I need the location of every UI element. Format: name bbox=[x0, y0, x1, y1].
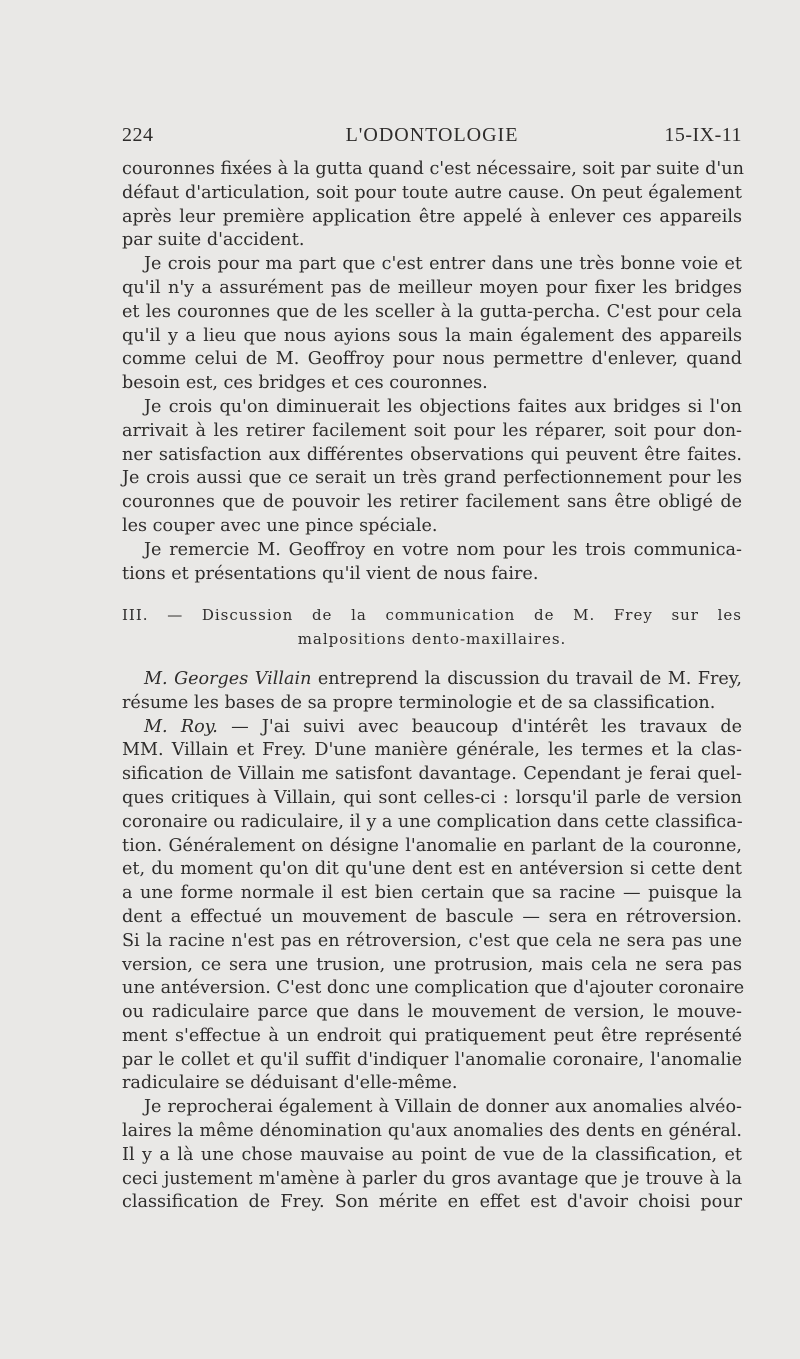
text-line: tions et présentations qu'il vient de nous faire. bbox=[122, 563, 539, 584]
text-line: par le collet et qu'il suffit d'indiquer l'anomalie coronaire, l'anomalie bbox=[122, 1049, 742, 1070]
paragraph bbox=[122, 668, 742, 716]
text-line: et, du moment qu'on dit qu'une dent est en antéversion si cette dent bbox=[122, 859, 742, 880]
text-line: une antéversion. C'est donc une complication que d'ajouter coronaire bbox=[122, 978, 745, 999]
paragraph bbox=[122, 539, 742, 587]
paragraph bbox=[122, 158, 742, 253]
text-line: après leur première application être appelé à enlever ces appareils bbox=[122, 206, 742, 227]
body-text bbox=[122, 158, 745, 1215]
text-line: comme celui de M. Geoffroy pour nous permettre d'enlever, quand bbox=[122, 349, 742, 370]
section-heading-line-2: malpositions dento-maxillaires. bbox=[297, 630, 567, 649]
text-line: les couper avec une pince spéciale. bbox=[122, 515, 438, 536]
text-line: Il y a là une chose mauvaise au point de vue de la classification, et bbox=[122, 1144, 742, 1165]
section-heading-line-1: III. — Discussion de la communication de M. Frey sur les bbox=[122, 606, 742, 625]
text-line: résume les bases de sa propre terminologie et de sa classification. bbox=[122, 692, 716, 713]
text-line: version, ce sera une trusion, une protrusion, mais cela ne sera pas bbox=[122, 954, 742, 975]
text-line: Je crois aussi que ce serait un très grand perfectionnement pour les bbox=[122, 468, 742, 489]
text-line: tion. Généralement on désigne l'anomalie en parlant de la couronne, bbox=[122, 835, 742, 856]
speaker-name: M. Georges Villain bbox=[144, 668, 312, 689]
text-span: — J'ai suivi avec beaucoup d'intérêt les travaux de bbox=[217, 716, 742, 737]
speaker-name: M. Roy. bbox=[144, 716, 218, 737]
text-line: sification de Villain me satisfont davantage. Cependant je ferai quel- bbox=[122, 764, 742, 785]
paragraph bbox=[122, 396, 742, 539]
text-line: Je crois qu'on diminuerait les objections faites aux bridges si l'on bbox=[144, 396, 742, 417]
text-line: Je crois pour ma part que c'est entrer dans une très bonne voie et bbox=[144, 254, 742, 275]
issue-date: 15-IX-11 bbox=[664, 124, 742, 146]
text-line bbox=[122, 716, 742, 740]
text-line: Je remercie M. Geoffroy en votre nom pour les trois communica- bbox=[144, 539, 742, 560]
text-line: qu'il y a lieu que nous ayions sous la main également des appareils bbox=[122, 325, 742, 346]
text-line: MM. Villain et Frey. D'une manière générale, les termes et la clas- bbox=[122, 740, 742, 761]
text-line: dent a effectué un mouvement de bascule — sera en rétroversion. bbox=[122, 906, 742, 927]
text-line: couronnes que de pouvoir les retirer facilement sans être obligé de bbox=[122, 492, 742, 513]
text-line: arrivait à les retirer facilement soit pour les réparer, soit pour don- bbox=[122, 420, 742, 441]
paragraph bbox=[122, 1096, 742, 1215]
text-line: laires la même dénomination qu'aux anomalies des dents en général. bbox=[122, 1121, 742, 1142]
text-line: a une forme normale il est bien certain que sa racine — puisque la bbox=[122, 883, 742, 904]
text-line: radiculaire se déduisant d'elle-même. bbox=[122, 1073, 458, 1094]
spacer bbox=[122, 652, 742, 668]
text-line: par suite d'accident. bbox=[122, 230, 305, 251]
text-line: classification de Frey. Son mérite en effet est d'avoir choisi pour bbox=[122, 1192, 742, 1213]
text-line: coronaire ou radiculaire, il y a une complication dans cette classifica- bbox=[122, 811, 743, 832]
text-line bbox=[122, 668, 742, 692]
text-line: et les couronnes que de les sceller à la gutta-percha. C'est pour cela bbox=[122, 301, 742, 322]
page-number: 224 bbox=[122, 124, 154, 146]
text-line: Je reprocherai également à Villain de donner aux anomalies alvéo- bbox=[144, 1097, 742, 1118]
text-line: Si la racine n'est pas en rétroversion, c'est que cela ne sera pas une bbox=[122, 930, 742, 951]
paragraph bbox=[122, 716, 745, 1097]
paragraph bbox=[122, 253, 742, 396]
text-line: couronnes fixées à la gutta quand c'est nécessaire, soit par suite d'un bbox=[122, 159, 744, 179]
journal-title: L'ODONTOLOGIE bbox=[345, 124, 519, 146]
text-line: ment s'effectue à un endroit qui pratiquement peut être représenté bbox=[122, 1025, 742, 1046]
spacer bbox=[122, 586, 742, 604]
text-line: ceci justement m'amène à parler du gros avantage que je trouve à la bbox=[122, 1168, 742, 1189]
text-line: ques critiques à Villain, qui sont celles-ci : lorsqu'il parle de version bbox=[122, 787, 742, 808]
text-line: ner satisfaction aux différentes observations qui peuvent être faites. bbox=[122, 444, 742, 465]
text-span: entreprend la discussion du travail de M. Frey, bbox=[311, 668, 742, 689]
text-line: défaut d'articulation, soit pour toute autre cause. On peut également bbox=[122, 182, 742, 203]
text-line: ou radiculaire parce que dans le mouvement de version, le mouve- bbox=[122, 1002, 742, 1023]
text-line: besoin est, ces bridges et ces couronnes. bbox=[122, 373, 488, 394]
section-heading bbox=[122, 604, 742, 652]
running-header bbox=[122, 124, 742, 150]
text-line: qu'il n'y a assurément pas de meilleur moyen pour fixer les bridges bbox=[122, 277, 742, 298]
